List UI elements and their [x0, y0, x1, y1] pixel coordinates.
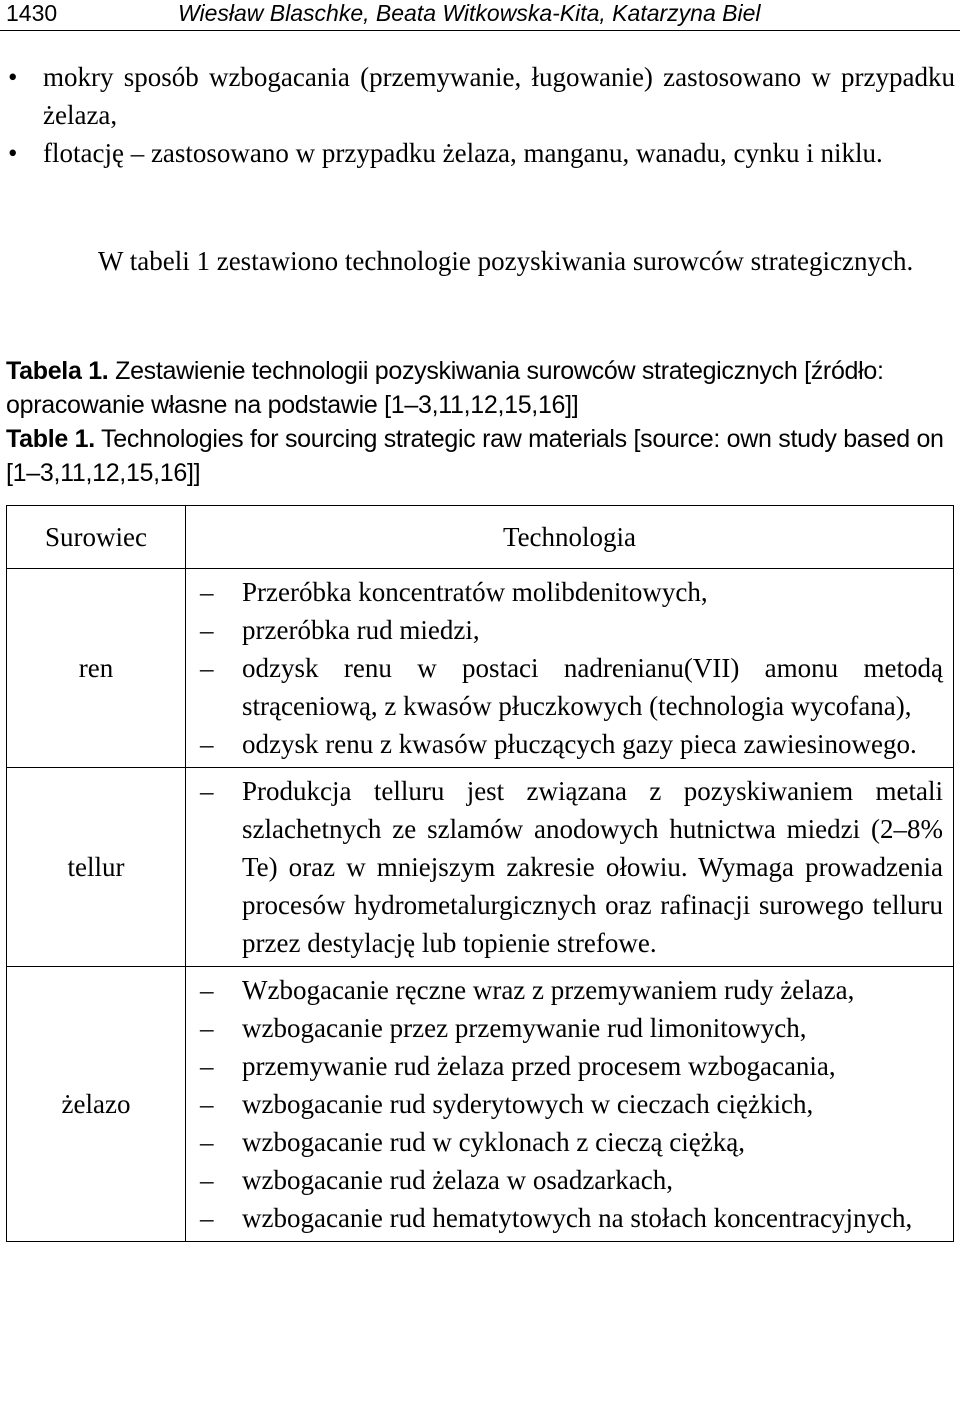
material-cell: tellur: [7, 768, 186, 967]
dash-icon: –: [200, 615, 214, 645]
running-authors: Wiesław Blaschke, Beata Witkowska-Kita, Katarzyna Biel: [178, 0, 761, 26]
dash-icon: –: [200, 1165, 214, 1195]
technology-cell: [186, 768, 954, 967]
paragraph-text: W tabeli 1 zestawiono technologie pozyskiwania surowców strategicznych.: [98, 246, 914, 276]
column-header-technology: Technologia: [186, 506, 954, 569]
page-number: 1430: [6, 0, 58, 26]
technology-item: – Produkcja telluru jest związana z pozyskiwaniem metali szlachetnych ze szlamów anodowych hutnictwa miedzi (2–8% Te) oraz w mniejszym zakresie ołowiu. Wymaga prowadzenia procesów hydrometalurgicznych oraz rafinacji surowego telluru przez destylację lub topienie strefowe.: [200, 772, 943, 962]
material-cell: ren: [7, 569, 186, 768]
caption-pl-text: Zestawienie technologii pozyskiwania surowców strategicznych [źródło: opracowanie własne na podstawie [1–3,11,12,15,16]]: [6, 357, 884, 419]
caption-pl-label: Tabela 1.: [6, 357, 109, 385]
dash-icon: –: [200, 1127, 214, 1157]
technology-item: – przemywanie rud żelaza przed procesem wzbogacania,: [200, 1047, 943, 1085]
table-row: [7, 569, 954, 768]
dash-icon: –: [200, 1203, 214, 1233]
bullet-text: flotację – zastosowano w przypadku żelaza, manganu, wanadu, cynku i niklu.: [43, 138, 883, 168]
caption-pl: [6, 354, 956, 422]
dash-icon: –: [200, 1013, 214, 1043]
column-header-material: Surowiec: [7, 506, 186, 569]
dash-icon: –: [200, 1051, 214, 1081]
table-caption: [6, 354, 956, 490]
dash-icon: –: [200, 776, 214, 806]
technology-item: – Przeróbka koncentratów molibdenitowych,: [200, 573, 943, 611]
technology-item: – wzbogacanie rud żelaza w osadzarkach,: [200, 1161, 943, 1199]
technology-item: – wzbogacanie rud syderytowych w cieczach ciężkich,: [200, 1085, 943, 1123]
table-row: [7, 967, 954, 1242]
technology-item: – wzbogacanie rud hematytowych na stołach koncentracyjnych,: [200, 1199, 943, 1237]
dash-icon: –: [200, 577, 214, 607]
table-header-row: [7, 506, 954, 569]
bullet-dot-icon: •: [8, 62, 18, 92]
technology-cell: [186, 569, 954, 768]
caption-en-label: Table 1.: [6, 425, 95, 453]
table-row: [7, 768, 954, 967]
technology-item: – wzbogacanie rud w cyklonach z cieczą ciężką,: [200, 1123, 943, 1161]
technology-item: – wzbogacanie przez przemywanie rud limonitowych,: [200, 1009, 943, 1047]
technology-item: – odzysk renu z kwasów płuczących gazy pieca zawiesinowego.: [200, 725, 943, 763]
bullet-list: [0, 58, 960, 172]
dash-icon: –: [200, 975, 214, 1005]
technology-table: [6, 505, 954, 1242]
material-cell: żelazo: [7, 967, 186, 1242]
technology-item: – Wzbogacanie ręczne wraz z przemywaniem rudy żelaza,: [200, 971, 943, 1009]
technology-cell: [186, 967, 954, 1242]
dash-icon: –: [200, 653, 214, 683]
caption-en-text: Technologies for sourcing strategic raw materials [source: own study based on [1–3,11,12,15,16]]: [6, 425, 944, 487]
caption-en: [6, 422, 956, 490]
dash-icon: –: [200, 1089, 214, 1119]
bullet-text: mokry sposób wzbogacania (przemywanie, ługowanie) zastosowano w przypadku żelaza,: [43, 62, 955, 130]
technology-item: – odzysk renu w postaci nadrenianu(VII) amonu metodą strąceniową, z kwasów płuczkowych (technologia wycofana),: [200, 649, 943, 725]
bullet-item: [0, 58, 955, 134]
bullet-dot-icon: •: [8, 138, 18, 168]
technology-item: – przeróbka rud miedzi,: [200, 611, 943, 649]
page-header: [0, 0, 960, 31]
dash-icon: –: [200, 729, 214, 759]
body-paragraph: [6, 242, 956, 280]
bullet-item: [0, 134, 955, 172]
